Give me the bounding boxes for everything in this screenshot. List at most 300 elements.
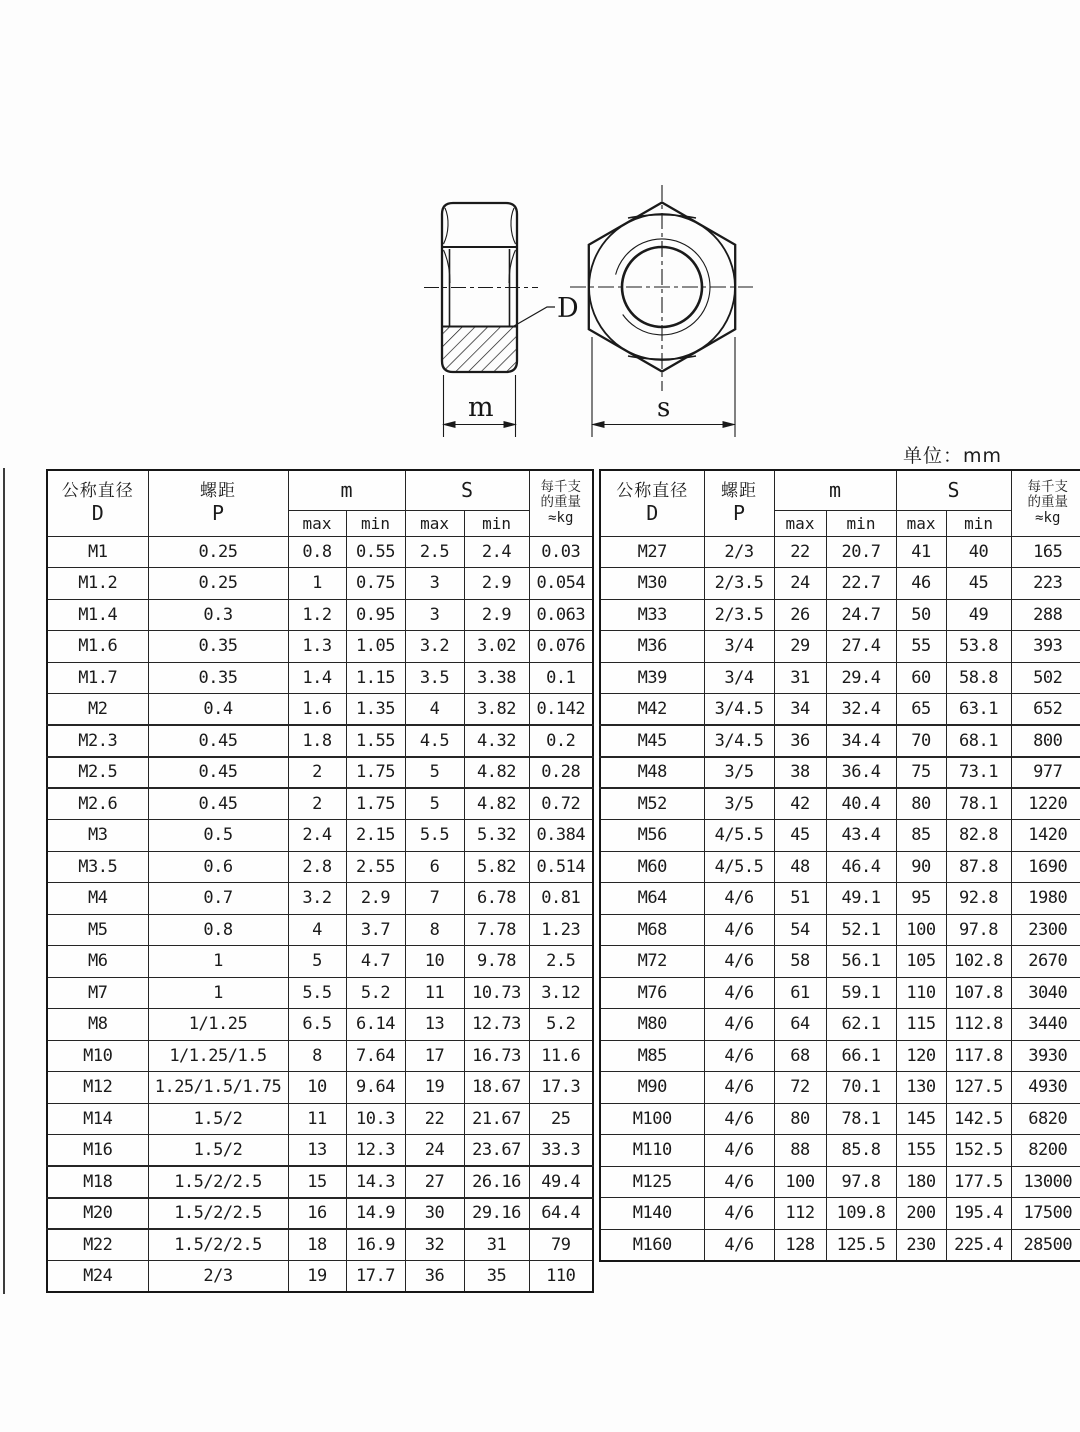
cell-m-min: 34.4 [826,725,896,757]
cell-diameter: M5 [47,914,148,946]
header-s-min: min [464,510,529,536]
cell-pitch: 0.5 [148,820,288,852]
arrowhead [723,422,734,428]
cell-weight: 3440 [1011,1009,1080,1041]
cell-pitch: 4/6 [704,1198,774,1230]
cell-pitch: 0.4 [148,694,288,726]
cell-m-min: 85.8 [826,1135,896,1167]
cell-s-max: 155 [896,1135,946,1167]
cell-s-max: 180 [896,1166,946,1198]
chamfer-arc [511,208,516,244]
cell-s-max: 55 [896,631,946,663]
table-row [600,1135,1080,1167]
cell-m-max: 42 [774,788,826,820]
cell-pitch: 4/5.5 [704,820,774,852]
cell-s-min: 117.8 [946,1040,1011,1072]
cell-s-max: 10 [405,946,464,978]
cell-diameter: M2.6 [47,788,148,820]
cell-pitch: 3/5 [704,757,774,789]
cell-diameter: M1.6 [47,631,148,663]
cell-m-max: 1.6 [288,694,346,726]
cell-m-max: 58 [774,946,826,978]
header-pitch: 螺距 P [148,470,288,536]
cell-pitch: 1.5/2/2.5 [148,1198,288,1230]
spec-table-left [46,469,594,1293]
table-row [600,599,1080,631]
cell-weight: 0.076 [529,631,593,663]
cell-s-min: 53.8 [946,631,1011,663]
cell-pitch: 1 [148,977,288,1009]
header-weight-per-1000: 每千支 的重量 ≈kg [529,470,593,536]
cell-m-max: 15 [288,1166,346,1198]
cell-diameter: M60 [600,851,704,883]
table-row [47,568,593,600]
cell-diameter: M3.5 [47,851,148,883]
label-m: m [468,392,494,423]
cell-m-max: 2.8 [288,851,346,883]
table-row [47,1040,593,1072]
cell-pitch: 4/6 [704,914,774,946]
cell-s-min: 31 [464,1229,529,1261]
cell-s-min: 49 [946,599,1011,631]
cell-s-min: 73.1 [946,757,1011,789]
header-pitch: 螺距 P [704,470,774,536]
header-m: m [774,470,896,510]
cell-m-max: 1.4 [288,662,346,694]
cell-s-max: 95 [896,883,946,915]
page-edge-line [3,468,5,1294]
cell-weight: 0.142 [529,694,593,726]
cell-s-max: 7 [405,883,464,915]
cell-m-max: 38 [774,757,826,789]
cell-weight: 0.384 [529,820,593,852]
table-row [47,977,593,1009]
cell-m-min: 70.1 [826,1072,896,1104]
cell-diameter: M56 [600,820,704,852]
cell-pitch: 4/6 [704,1040,774,1072]
cell-pitch: 0.6 [148,851,288,883]
cell-diameter: M1.7 [47,662,148,694]
cell-m-max: 1.3 [288,631,346,663]
cell-m-max: 100 [774,1166,826,1198]
cell-s-max: 2.5 [405,536,464,568]
cell-m-min: 0.75 [346,568,405,600]
cell-m-min: 32.4 [826,694,896,726]
cell-m-min: 36.4 [826,757,896,789]
table-row [47,599,593,631]
cell-weight: 0.81 [529,883,593,915]
cell-pitch: 1.5/2/2.5 [148,1166,288,1198]
cell-m-min: 66.1 [826,1040,896,1072]
cell-s-min: 3.82 [464,694,529,726]
cell-diameter: M68 [600,914,704,946]
cell-weight: 1420 [1011,820,1080,852]
cell-s-min: 225.4 [946,1229,1011,1261]
nut-front-view [570,185,753,391]
cell-pitch: 0.35 [148,662,288,694]
cell-m-min: 24.7 [826,599,896,631]
cell-pitch: 1.5/2 [148,1103,288,1135]
cell-diameter: M14 [47,1103,148,1135]
cell-s-max: 13 [405,1009,464,1041]
cell-pitch: 4/6 [704,1166,774,1198]
cell-s-min: 23.67 [464,1135,529,1167]
cell-s-min: 127.5 [946,1072,1011,1104]
header-weight-per-1000: 每千支 的重量 ≈kg [1011,470,1080,536]
table-row [600,883,1080,915]
cell-s-min: 87.8 [946,851,1011,883]
cell-pitch: 4/6 [704,1103,774,1135]
spec-table-right [599,469,1080,1262]
cell-s-min: 107.8 [946,977,1011,1009]
table-row [600,536,1080,568]
cell-pitch: 4/6 [704,1229,774,1261]
table-row [47,694,593,726]
table-row [600,662,1080,694]
cell-s-max: 130 [896,1072,946,1104]
unit-label: 单位：mm [903,445,1003,467]
cell-pitch: 3/4.5 [704,694,774,726]
cell-diameter: M3 [47,820,148,852]
cell-s-min: 9.78 [464,946,529,978]
arrowhead [593,422,604,428]
cell-s-max: 5 [405,788,464,820]
cell-s-min: 152.5 [946,1135,1011,1167]
cell-diameter: M22 [47,1229,148,1261]
cell-pitch: 0.25 [148,536,288,568]
cell-diameter: M16 [47,1135,148,1167]
cell-s-min: 12.73 [464,1009,529,1041]
cell-weight: 49.4 [529,1166,593,1198]
cell-weight: 977 [1011,757,1080,789]
cell-m-max: 48 [774,851,826,883]
cell-s-max: 6 [405,851,464,883]
table-row [600,1166,1080,1198]
cell-weight: 3.12 [529,977,593,1009]
cell-m-max: 112 [774,1198,826,1230]
cell-diameter: M36 [600,631,704,663]
cell-weight: 1690 [1011,851,1080,883]
cell-s-min: 10.73 [464,977,529,1009]
cell-s-max: 32 [405,1229,464,1261]
cell-s-min: 195.4 [946,1198,1011,1230]
cell-m-min: 1.75 [346,757,405,789]
cell-m-max: 72 [774,1072,826,1104]
cell-m-min: 20.7 [826,536,896,568]
cell-diameter: M100 [600,1103,704,1135]
cell-m-min: 40.4 [826,788,896,820]
table-row [47,851,593,883]
cell-m-max: 26 [774,599,826,631]
cell-weight: 0.28 [529,757,593,789]
arrowhead [504,422,515,428]
cell-s-max: 4.5 [405,725,464,757]
cell-s-min: 5.32 [464,820,529,852]
cell-weight: 0.72 [529,788,593,820]
cell-pitch: 0.45 [148,725,288,757]
cell-s-max: 85 [896,820,946,852]
table-row [600,568,1080,600]
cell-m-max: 3.2 [288,883,346,915]
cell-m-min: 0.95 [346,599,405,631]
table-row [600,851,1080,883]
cell-weight: 2670 [1011,946,1080,978]
table-row [600,631,1080,663]
cell-m-max: 5.5 [288,977,346,1009]
cell-m-min: 52.1 [826,914,896,946]
cell-m-min: 7.64 [346,1040,405,1072]
cell-s-max: 3.5 [405,662,464,694]
cell-diameter: M76 [600,977,704,1009]
cell-s-min: 97.8 [946,914,1011,946]
cell-s-max: 110 [896,977,946,1009]
cell-pitch: 4/5.5 [704,851,774,883]
cell-pitch: 3/4.5 [704,725,774,757]
cell-m-max: 61 [774,977,826,1009]
cell-m-min: 1.05 [346,631,405,663]
cell-m-min: 6.14 [346,1009,405,1041]
table-row [47,883,593,915]
cell-weight: 652 [1011,694,1080,726]
cell-s-max: 200 [896,1198,946,1230]
table-row [47,914,593,946]
header-s-min: min [946,510,1011,536]
cell-m-max: 1 [288,568,346,600]
cell-s-max: 50 [896,599,946,631]
cell-weight: 4930 [1011,1072,1080,1104]
cell-s-min: 3.38 [464,662,529,694]
cell-s-min: 102.8 [946,946,1011,978]
cell-diameter: M140 [600,1198,704,1230]
cell-s-max: 115 [896,1009,946,1041]
cell-m-max: 29 [774,631,826,663]
cell-weight: 393 [1011,631,1080,663]
cell-weight: 2300 [1011,914,1080,946]
cell-weight: 17500 [1011,1198,1080,1230]
cell-m-max: 2 [288,757,346,789]
table-row [47,788,593,820]
cell-s-max: 5.5 [405,820,464,852]
cell-diameter: M12 [47,1072,148,1104]
table-row [600,914,1080,946]
header-s: S [405,470,529,510]
table-row [600,1072,1080,1104]
cell-m-min: 62.1 [826,1009,896,1041]
cell-weight: 0.063 [529,599,593,631]
cell-pitch: 0.35 [148,631,288,663]
cell-m-max: 24 [774,568,826,600]
header-m-min: min [826,510,896,536]
cell-diameter: M1.2 [47,568,148,600]
cell-weight: 5.2 [529,1009,593,1041]
cell-s-min: 16.73 [464,1040,529,1072]
cell-m-min: 97.8 [826,1166,896,1198]
cell-m-min: 2.9 [346,883,405,915]
table-row [600,725,1080,757]
cell-m-max: 88 [774,1135,826,1167]
table-row [47,1103,593,1135]
cell-diameter: M72 [600,946,704,978]
cell-m-min: 59.1 [826,977,896,1009]
cell-m-max: 34 [774,694,826,726]
cell-diameter: M42 [600,694,704,726]
table-row [600,820,1080,852]
cell-m-min: 1.55 [346,725,405,757]
cell-m-max: 13 [288,1135,346,1167]
cell-m-min: 10.3 [346,1103,405,1135]
cell-weight: 110 [529,1261,593,1293]
cell-diameter: M8 [47,1009,148,1041]
cell-diameter: M20 [47,1198,148,1230]
cell-s-max: 30 [405,1198,464,1230]
cell-diameter: M85 [600,1040,704,1072]
cell-s-min: 2.9 [464,568,529,600]
cell-weight: 28500 [1011,1229,1080,1261]
cell-m-min: 12.3 [346,1135,405,1167]
cell-weight: 3930 [1011,1040,1080,1072]
cell-pitch: 3/4 [704,662,774,694]
cell-s-min: 7.78 [464,914,529,946]
cell-weight: 0.2 [529,725,593,757]
cell-weight: 0.1 [529,662,593,694]
cell-s-max: 24 [405,1135,464,1167]
cell-pitch: 4/6 [704,977,774,1009]
header-s-max: max [896,510,946,536]
cell-weight: 165 [1011,536,1080,568]
cell-s-max: 80 [896,788,946,820]
cell-diameter: M80 [600,1009,704,1041]
cell-s-max: 41 [896,536,946,568]
table-row [47,1166,593,1198]
cell-pitch: 2/3.5 [704,599,774,631]
cell-pitch: 1.5/2 [148,1135,288,1167]
cell-diameter: M45 [600,725,704,757]
cell-m-min: 1.35 [346,694,405,726]
table-row [47,536,593,568]
cell-m-max: 2 [288,788,346,820]
cell-pitch: 2/3 [148,1261,288,1293]
cell-m-max: 16 [288,1198,346,1230]
cell-m-min: 2.55 [346,851,405,883]
cell-m-min: 2.15 [346,820,405,852]
cell-weight: 288 [1011,599,1080,631]
cell-m-min: 29.4 [826,662,896,694]
cell-m-min: 109.8 [826,1198,896,1230]
cell-pitch: 4/6 [704,946,774,978]
table-row [47,1009,593,1041]
table-row [600,1040,1080,1072]
cell-m-max: 128 [774,1229,826,1261]
cell-pitch: 4/6 [704,1072,774,1104]
table-header [47,470,593,536]
cell-m-max: 51 [774,883,826,915]
cell-pitch: 4/6 [704,883,774,915]
cell-weight: 13000 [1011,1166,1080,1198]
cell-m-max: 36 [774,725,826,757]
cell-weight: 8200 [1011,1135,1080,1167]
table-row [47,946,593,978]
cell-m-max: 1.2 [288,599,346,631]
cell-s-max: 105 [896,946,946,978]
cell-s-min: 5.82 [464,851,529,883]
cell-pitch: 1/1.25/1.5 [148,1040,288,1072]
cell-pitch: 2/3.5 [704,568,774,600]
cell-m-max: 10 [288,1072,346,1104]
cell-pitch: 4/6 [704,1135,774,1167]
cell-m-min: 56.1 [826,946,896,978]
table-row [47,820,593,852]
cell-m-max: 2.4 [288,820,346,852]
cell-weight: 0.03 [529,536,593,568]
cell-m-min: 9.64 [346,1072,405,1104]
cell-s-max: 145 [896,1103,946,1135]
table-row [600,694,1080,726]
chamfer-arc [444,208,449,244]
cell-s-max: 65 [896,694,946,726]
cell-s-max: 70 [896,725,946,757]
cell-weight: 1980 [1011,883,1080,915]
table-row [47,757,593,789]
cell-s-max: 19 [405,1072,464,1104]
cell-m-max: 22 [774,536,826,568]
cell-s-max: 230 [896,1229,946,1261]
cell-m-min: 46.4 [826,851,896,883]
arrowhead [444,422,455,428]
cell-m-max: 80 [774,1103,826,1135]
cell-weight: 3040 [1011,977,1080,1009]
cell-s-min: 68.1 [946,725,1011,757]
cell-s-max: 27 [405,1166,464,1198]
cell-s-min: 45 [946,568,1011,600]
table-row [47,1229,593,1261]
cell-s-min: 2.9 [464,599,529,631]
cell-weight: 6820 [1011,1103,1080,1135]
cell-s-max: 22 [405,1103,464,1135]
cell-m-max: 54 [774,914,826,946]
cell-m-min: 125.5 [826,1229,896,1261]
cell-s-max: 3.2 [405,631,464,663]
table-row [47,662,593,694]
cell-diameter: M2.3 [47,725,148,757]
cell-diameter: M24 [47,1261,148,1293]
table-row [47,1198,593,1230]
table-row [600,1198,1080,1230]
table-row [47,725,593,757]
cell-pitch: 0.8 [148,914,288,946]
table-row [47,1135,593,1167]
cell-weight: 223 [1011,568,1080,600]
header-nominal-diameter: 公称直径 D [600,470,704,536]
cell-s-max: 3 [405,568,464,600]
cell-pitch: 3/4 [704,631,774,663]
cell-weight: 1220 [1011,788,1080,820]
cell-s-max: 46 [896,568,946,600]
cell-s-min: 26.16 [464,1166,529,1198]
cell-weight: 1.23 [529,914,593,946]
cell-diameter: M48 [600,757,704,789]
cell-m-min: 14.9 [346,1198,405,1230]
table-row [47,631,593,663]
cell-s-min: 21.67 [464,1103,529,1135]
cell-pitch: 0.45 [148,757,288,789]
table-row [600,1009,1080,1041]
cell-s-min: 58.8 [946,662,1011,694]
label-s: s [657,393,671,423]
cell-m-min: 3.7 [346,914,405,946]
cell-m-max: 5 [288,946,346,978]
cell-s-max: 120 [896,1040,946,1072]
cell-s-max: 8 [405,914,464,946]
